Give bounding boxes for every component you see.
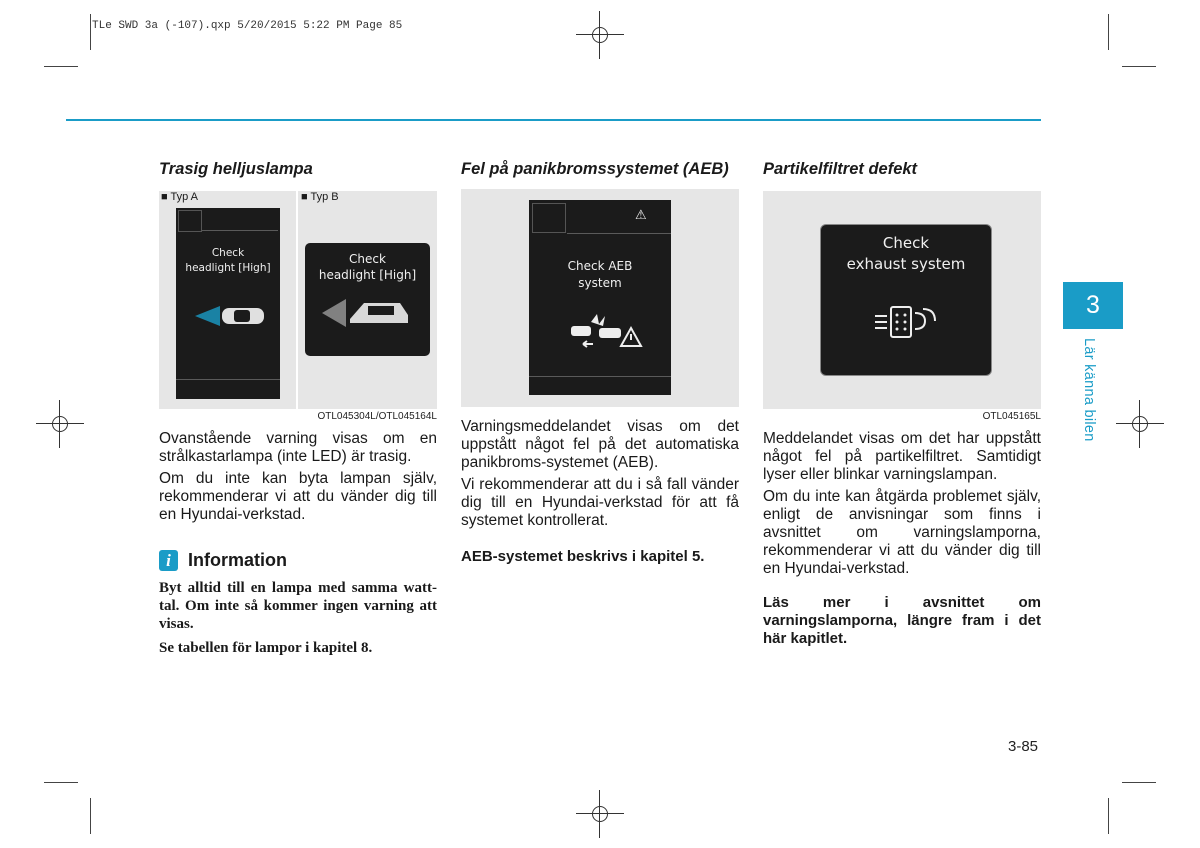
- figure-panel-a: [159, 191, 296, 409]
- warning-message: Check AEB system: [567, 259, 633, 290]
- exhaust-filter-icon: [873, 301, 939, 343]
- divider: [529, 376, 671, 377]
- paragraph: Om du inte kan åtgärda problemet själv, enligt de anvisningar som finns i avsnittet om varningslamporna, rekommenderar vi att du vänder dig till en Hyundai-verkstad.: [763, 488, 1041, 577]
- section-title: Trasig helljuslampa: [159, 160, 313, 178]
- type-a-label: ■ Typ A: [161, 191, 199, 203]
- bold-note: AEB-systemet beskrivs i kapitel 5.: [461, 548, 705, 565]
- paragraph: Ovanstående varning visas om en strålkastarlampa (inte LED) är trasig.: [159, 430, 437, 465]
- divider: [567, 233, 671, 234]
- figure-caption: OTL045304L/OTL045164L: [317, 411, 437, 422]
- cluster-screen-b: [305, 243, 430, 356]
- warning-message: Check headlight [High]: [185, 247, 271, 274]
- car-headlight-icon: [190, 296, 270, 336]
- paragraph: Meddelandet visas om det har uppstått något fel på partikelfiltret. Samtidigt lyser eller blinkar varningslampan.: [763, 430, 1041, 483]
- information-heading: [159, 550, 437, 571]
- paragraph: Om du inte kan byta lampan själv, rekommenderar vi att du vänder dig till en Hyundai-verkstad.: [159, 470, 437, 523]
- figure-caption: OTL045165L: [982, 411, 1041, 422]
- figure-aeb: [461, 189, 739, 407]
- warning-message: Check headlight [High]: [318, 252, 417, 282]
- crop-mark: [1122, 66, 1156, 67]
- page-number: 3-85: [1008, 738, 1039, 755]
- warning-triangle-icon: ⚠: [635, 208, 647, 223]
- bold-note: Läs mer i avsnittet om varningslamporna, längre fram i det här kapitlet.: [763, 594, 1041, 647]
- info-icon: i: [159, 550, 178, 571]
- divider: [176, 379, 280, 380]
- print-header: TLe SWD 3a (-107).qxp 5/20/2015 5:22 PM Page 85: [92, 20, 403, 32]
- chapter-title: Lär känna bilen: [1081, 338, 1097, 442]
- registration-mark: [1128, 412, 1152, 436]
- column-particle-filter: [763, 160, 1041, 663]
- aeb-collision-icon: [569, 308, 645, 350]
- divider: [202, 230, 278, 231]
- column-headlight: [159, 160, 437, 657]
- header-rule: [66, 119, 1041, 121]
- cluster-screen-aeb: [529, 200, 671, 395]
- registration-mark: [48, 412, 72, 436]
- cluster-screen-a: [176, 208, 280, 399]
- warning-message: Check exhaust system: [846, 234, 966, 273]
- section-title: Fel på panikbromssystemet (AEB): [461, 160, 729, 178]
- crop-mark: [90, 798, 91, 834]
- registration-mark: [588, 23, 612, 47]
- crop-mark: [44, 66, 78, 67]
- paragraph: Varningsmeddelandet visas om det uppstått något fel på det automatiska panikbroms-systemet (AEB).: [461, 418, 739, 471]
- registration-mark: [588, 802, 612, 826]
- info-paragraph: Byt alltid till en lampa med samma watt-tal. Om inte så kommer ingen varning att visas.: [159, 580, 437, 632]
- crop-mark: [44, 782, 78, 783]
- type-b-label: ■ Typ B: [301, 191, 339, 203]
- crop-mark: [1108, 14, 1109, 50]
- paragraph: Vi rekommenderar att du i så fall vänder dig till en Hyundai-verkstad för att få systemet kontrollerat.: [461, 476, 739, 529]
- cluster-screen-exhaust: [820, 224, 992, 376]
- column-aeb: [461, 160, 739, 581]
- info-paragraph: Se tabellen för lampor i kapitel 8.: [159, 640, 373, 656]
- screen-corner-box: [178, 210, 202, 232]
- figure-exhaust: [763, 191, 1041, 409]
- car-headlight-icon: [320, 293, 415, 333]
- crop-mark: [1108, 798, 1109, 834]
- screen-corner-box: [532, 203, 566, 233]
- figure-headlight: [159, 191, 437, 409]
- chapter-tab: 3: [1063, 282, 1123, 329]
- crop-mark: [90, 14, 91, 50]
- section-title: Partikelfiltret defekt: [763, 160, 918, 178]
- crop-mark: [1122, 782, 1156, 783]
- information-label: Information: [188, 550, 287, 570]
- figure-panel-b: [298, 191, 437, 409]
